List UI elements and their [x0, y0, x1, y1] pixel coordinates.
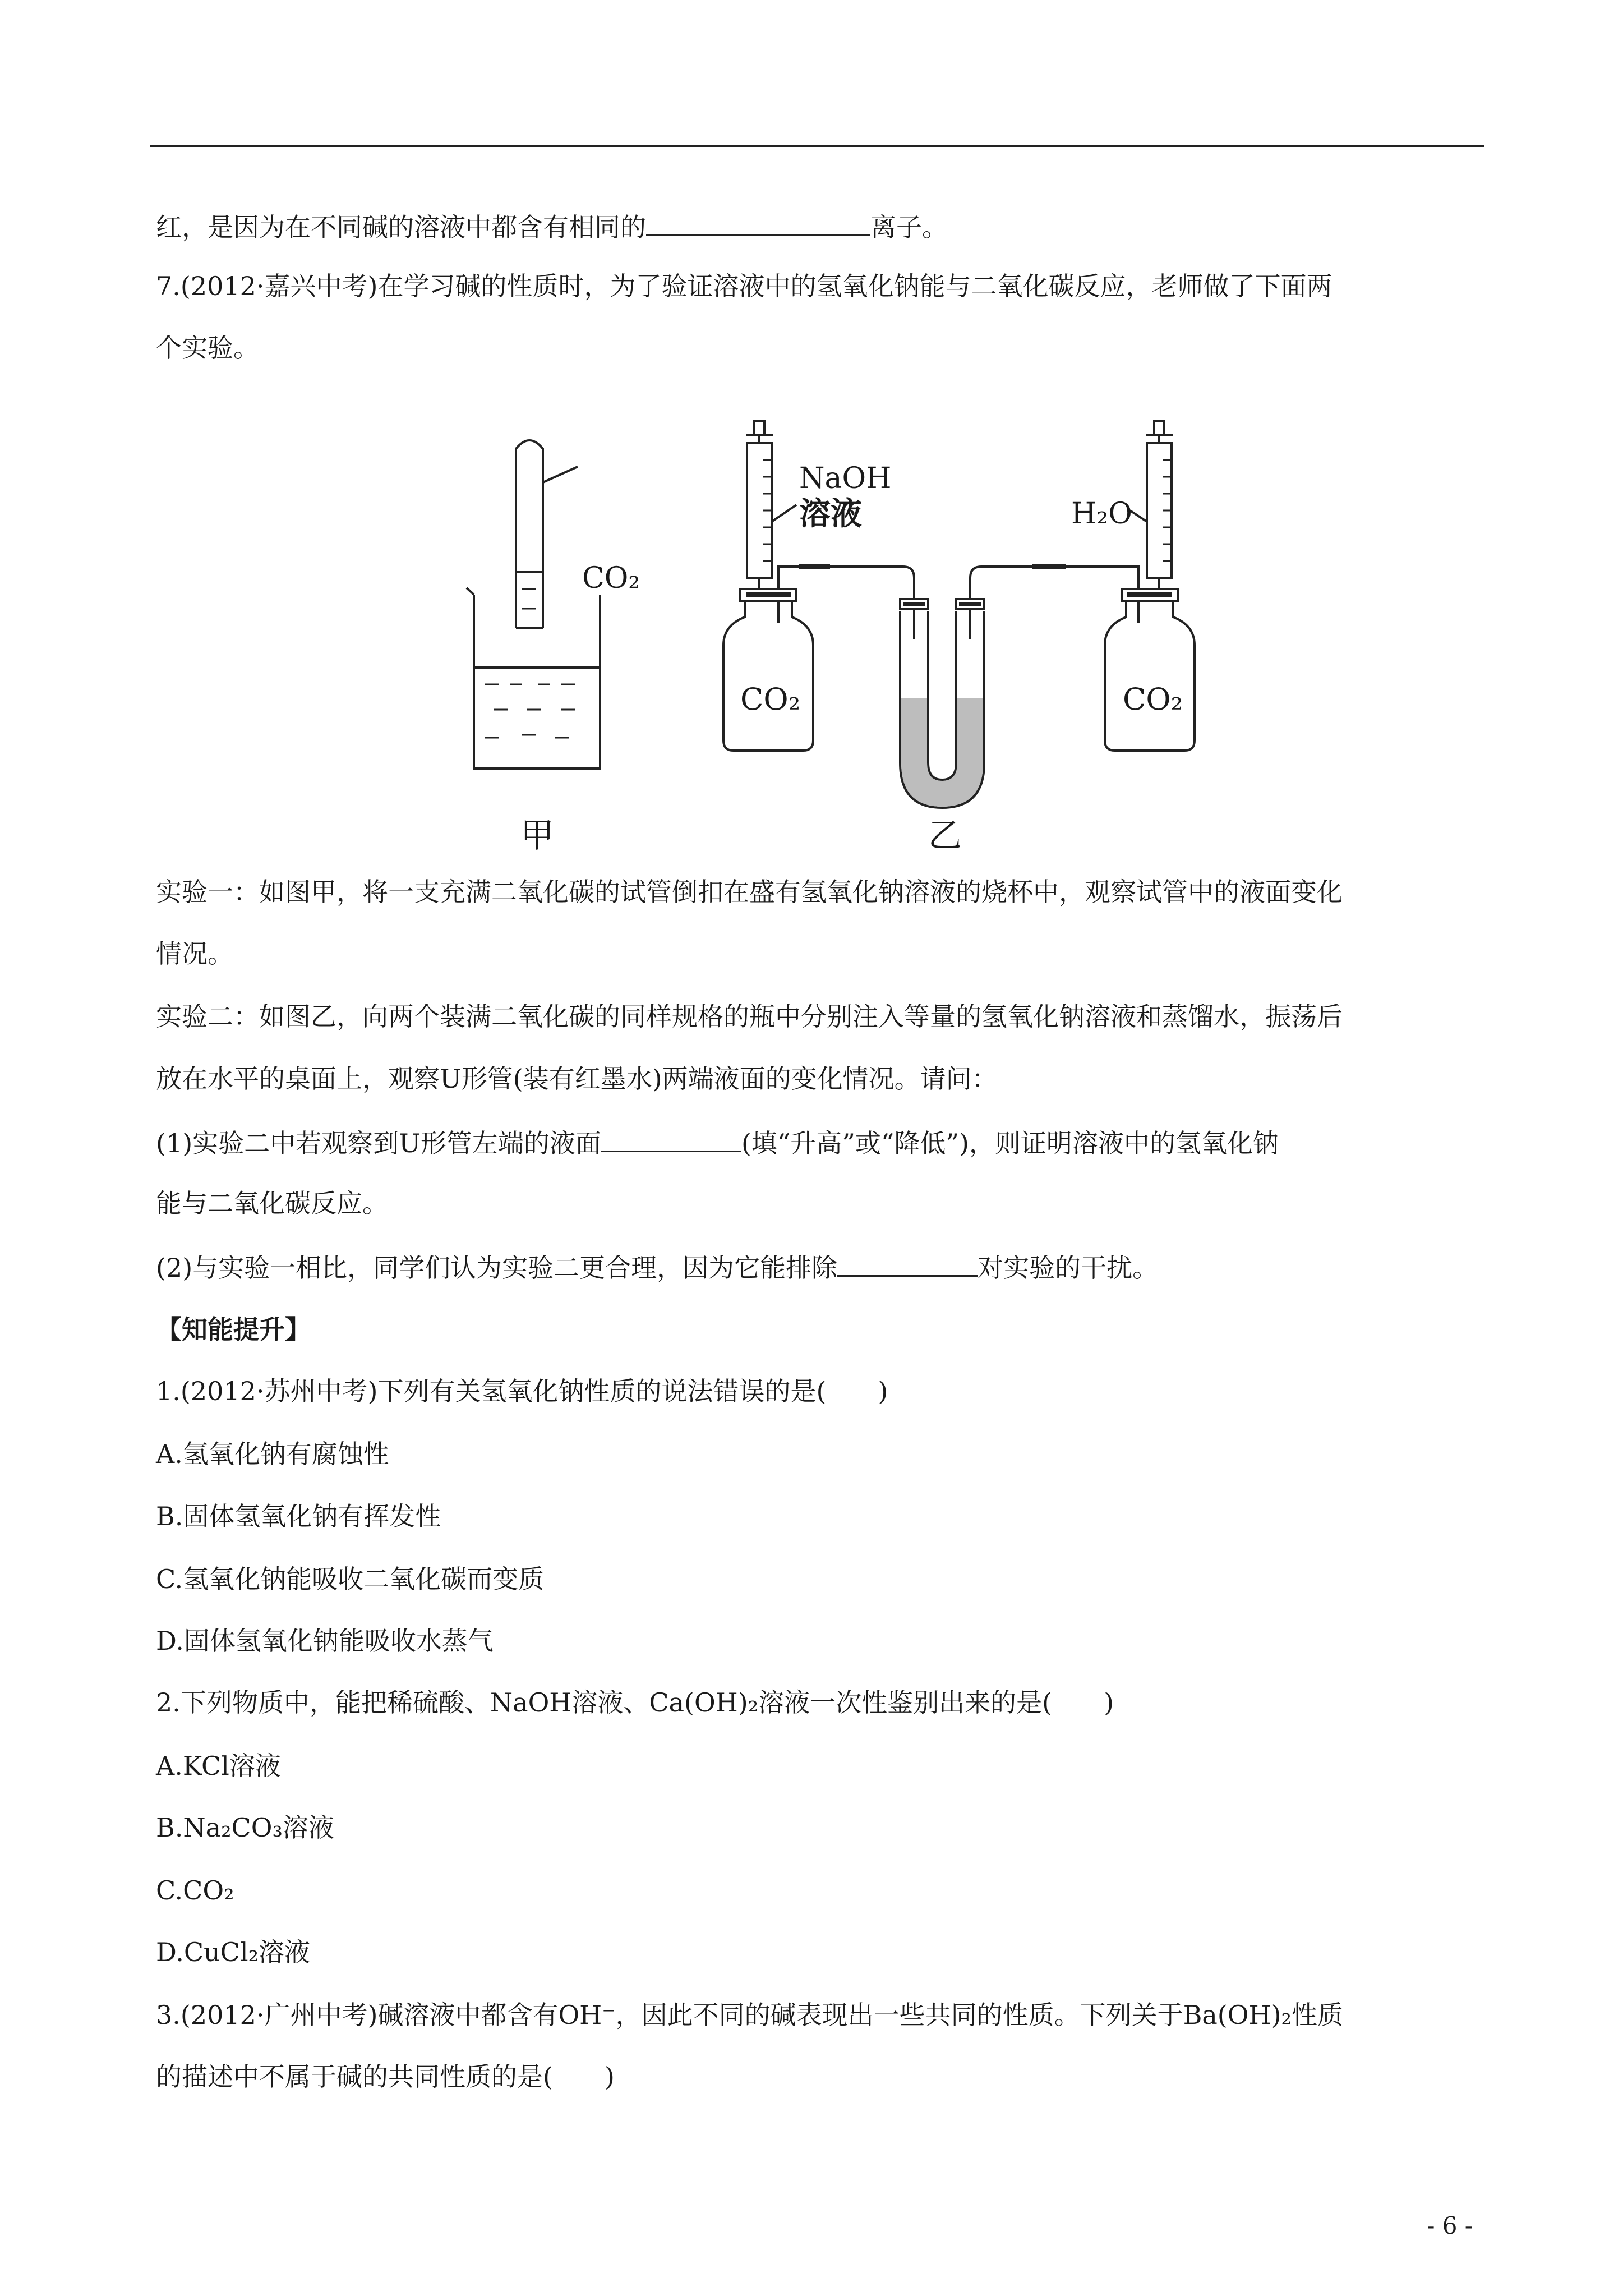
- q1-option-b: B.固体氢氧化钠有挥发性: [156, 1501, 441, 1531]
- figure-jia-label: 甲: [520, 816, 554, 855]
- q3-stem-line2: 的描述中不属于碱的共同性质的是( ): [156, 2062, 615, 2092]
- sub1-line1: [156, 1125, 1279, 1160]
- figure-yi-label: 乙: [928, 816, 962, 855]
- q7-stem-line2: 个实验。: [156, 333, 259, 363]
- page-number: - 6 -: [1427, 2212, 1473, 2239]
- answer-blank[interactable]: [646, 209, 870, 236]
- section-title: 【知能提升】: [156, 1314, 311, 1345]
- exp2-line1: 实验二：如图乙，向两个装满二氧化碳的同样规格的瓶中分别注入等量的氢氧化钠溶液和蒸馏水，振荡后: [156, 1001, 1343, 1032]
- q6-tail-line: [156, 209, 948, 244]
- sub2-text-after: 对实验的干扰。: [978, 1253, 1159, 1283]
- u-tube: [900, 567, 1138, 808]
- q1-option-d: D.固体氢氧化钠能吸收水蒸气: [156, 1626, 494, 1656]
- sub2-line: [156, 1249, 1158, 1285]
- q1-option-a: A.氢氧化钠有腐蚀性: [156, 1439, 389, 1469]
- q2-option-d: D.CuCl₂溶液: [156, 1937, 311, 1967]
- q3-stem-line1: 3.(2012·广州中考)碱溶液中都含有OH⁻，因此不同的碱表现出一些共同的性质。下列关于Ba(OH)₂性质: [156, 2000, 1343, 2030]
- sub1-text: (1)实验二中若观察到U形管左端的液面: [156, 1128, 601, 1158]
- q6-tail-end: 离子。: [870, 212, 948, 242]
- q7-stem-line1: 7.(2012·嘉兴中考)在学习碱的性质时，为了验证溶液中的氢氧化钠能与二氧化碳反应，老师做了下面两: [156, 271, 1332, 301]
- exp1-line1: 实验一：如图甲，将一支充满二氧化碳的试管倒扣在盛有氢氧化钠溶液的烧杯中，观察试管中的液面变化: [156, 877, 1343, 907]
- sub1-text-after: (填“升高”或“降低”)，则证明溶液中的氢氧化钠: [741, 1128, 1279, 1158]
- sub2-text: (2)与实验一相比，同学们认为实验二更合理，因为它能排除: [156, 1253, 838, 1283]
- answer-blank[interactable]: [837, 1249, 978, 1277]
- q2-option-c: C.CO₂: [156, 1875, 234, 1906]
- h2o-label: H₂O: [1071, 497, 1132, 531]
- naoh-label: NaOH: [799, 462, 892, 495]
- header-rule: [150, 145, 1484, 147]
- co2-right-bottle-label: CO₂: [1123, 682, 1183, 717]
- beaker-apparatus: [467, 440, 600, 769]
- answer-blank[interactable]: [601, 1125, 741, 1152]
- q1-option-c: C.氢氧化钠能吸收二氧化碳而变质: [156, 1564, 545, 1594]
- sub1-line2: 能与二氧化碳反应。: [156, 1188, 388, 1218]
- exp2-line2: 放在水平的桌面上，观察U形管(装有红墨水)两端液面的变化情况。请问：: [156, 1064, 998, 1094]
- q2-option-b: B.Na₂CO₃溶液: [156, 1812, 334, 1843]
- q2-option-a: A.KCl溶液: [156, 1751, 281, 1781]
- q1-stem: 1.(2012·苏州中考)下列有关氢氧化钠性质的说法错误的是( ): [156, 1376, 888, 1406]
- co2-tube-label: CO₂: [582, 562, 640, 595]
- experiment-figure: [432, 404, 1228, 858]
- co2-left-bottle-label: CO₂: [740, 682, 801, 717]
- q2-stem: 2.下列物质中，能把稀硫酸、NaOH溶液、Ca(OH)₂溶液一次性鉴别出来的是( ): [156, 1687, 1114, 1718]
- exp1-line2: 情况。: [156, 938, 233, 969]
- solution-label: 溶液: [799, 495, 862, 532]
- q6-tail-text: 红，是因为在不同碱的溶液中都含有相同的: [156, 212, 646, 242]
